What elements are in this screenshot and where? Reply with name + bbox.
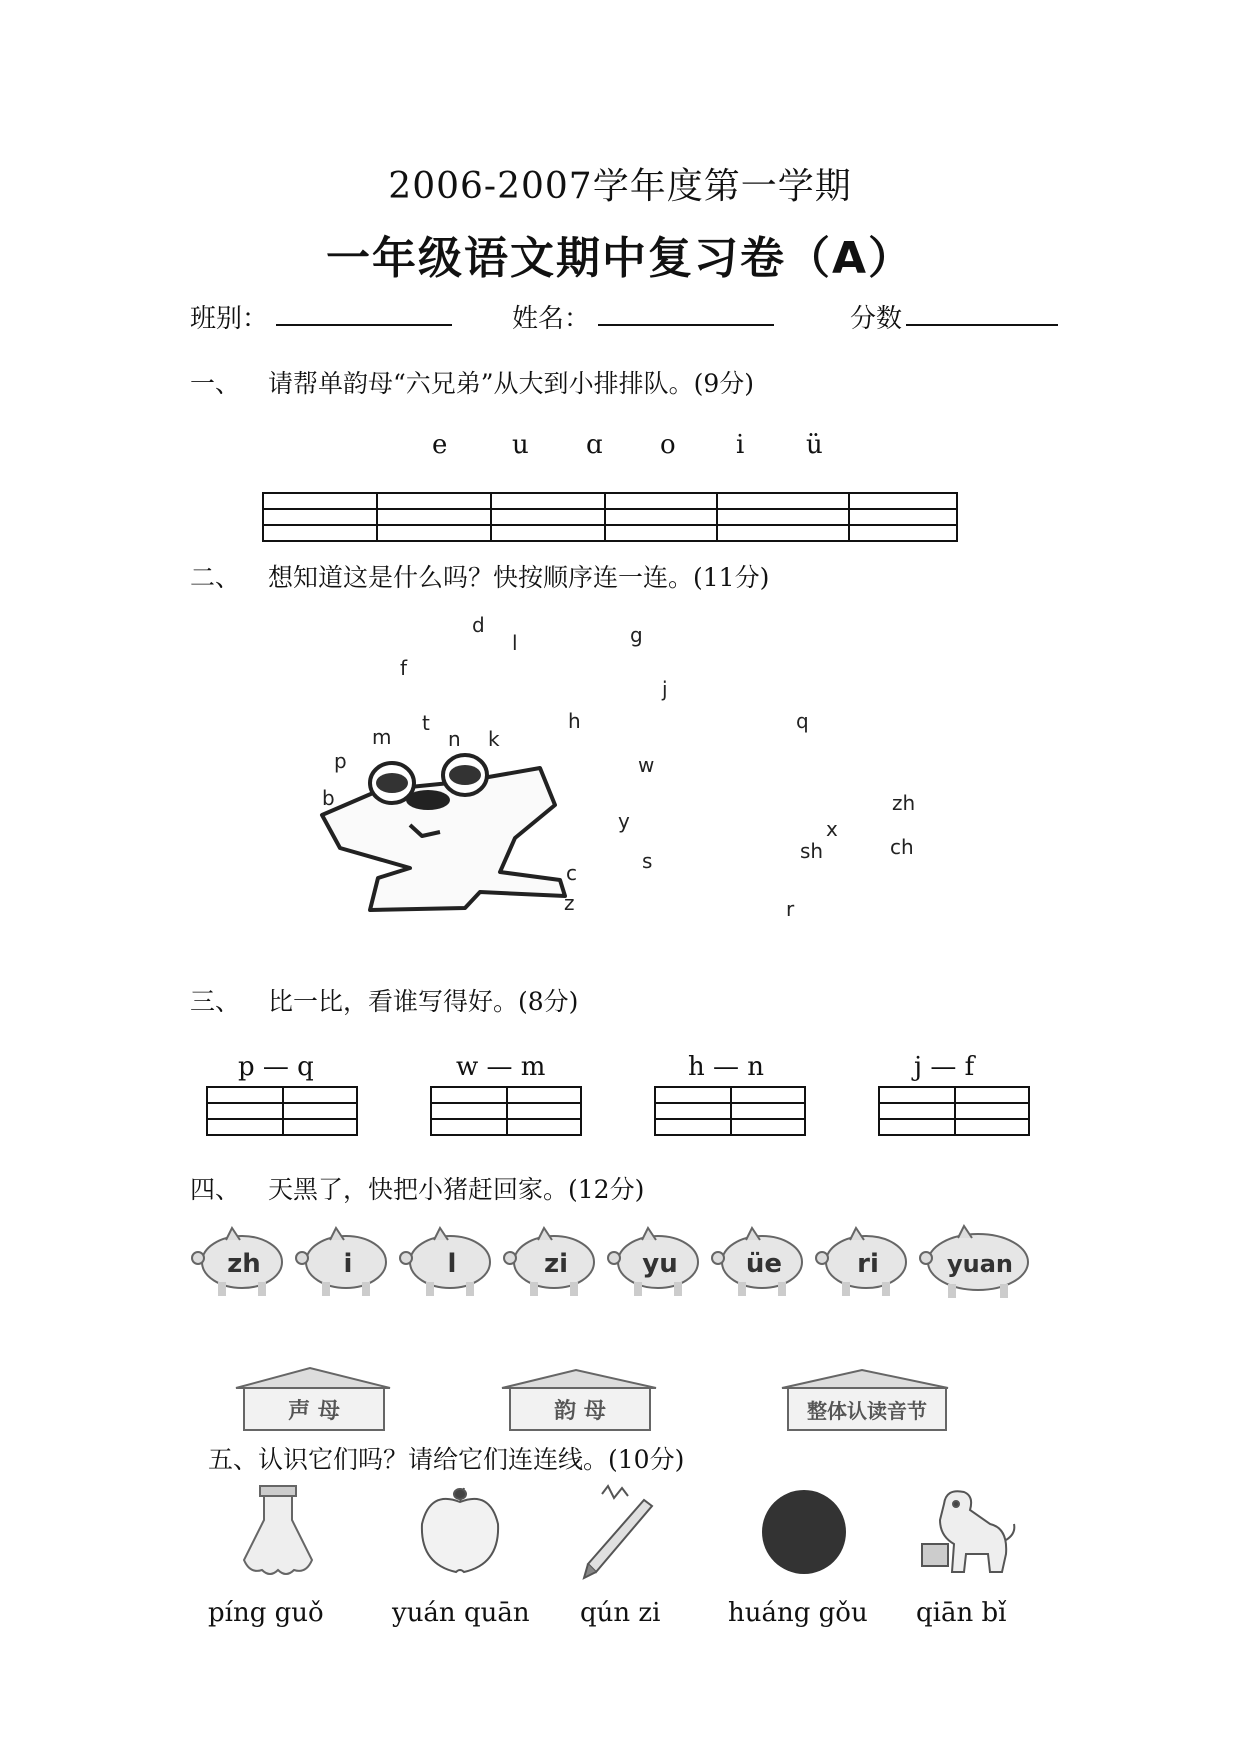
letter-pair: w — m	[456, 1052, 546, 1082]
letter-pair: h — n	[688, 1052, 765, 1082]
dot-label: m	[372, 725, 392, 749]
question-3-text: 比一比，看谁写得好。(8分)	[268, 987, 579, 1016]
pig-syllable: l	[447, 1249, 457, 1279]
pig-row	[190, 1218, 1050, 1318]
question-1-number: 一、	[190, 369, 241, 398]
letter-pair: p — q	[238, 1052, 314, 1082]
pig-syllable: üe	[745, 1249, 783, 1279]
pig-syllable: zh	[227, 1249, 261, 1279]
question-2-text: 想知道这是什么吗？快按顺序连一连。(11分)	[268, 563, 770, 592]
circle-picture[interactable]	[762, 1490, 846, 1574]
pig[interactable]	[192, 1228, 282, 1296]
writing-grid[interactable]	[878, 1086, 1030, 1136]
frog-nose	[406, 790, 450, 810]
dot-label: sh	[800, 839, 824, 863]
pig-syllable: zi	[543, 1249, 569, 1279]
dot-label: l	[512, 631, 518, 655]
score-label: 分数	[850, 304, 903, 334]
house-label: 韵 母	[554, 1399, 606, 1424]
question-5	[208, 1440, 684, 1476]
letter-pair: j — f	[914, 1052, 975, 1082]
frog-outline	[322, 768, 565, 910]
dot-label: s	[642, 849, 653, 873]
question-5-number: 五、	[208, 1445, 259, 1474]
dot-label: x	[826, 817, 838, 841]
dot-label: c	[566, 861, 577, 885]
question-2	[190, 558, 769, 594]
vowel-letter: e	[432, 430, 448, 460]
dot-label: j	[662, 677, 668, 701]
vowel-letter: o	[660, 430, 676, 460]
dot-label: d	[472, 613, 485, 637]
pinyin-word: yuán quān	[392, 1598, 530, 1628]
question-5-text: 认识它们吗？请给它们连连线。(10分)	[258, 1445, 685, 1474]
pinyin-word: qún zi	[580, 1598, 661, 1628]
dot-label: p	[334, 749, 347, 773]
pinyin-word: píng guǒ	[208, 1598, 324, 1628]
dot-label: q	[796, 709, 809, 733]
pig-syllable: i	[343, 1249, 353, 1279]
dot-label: zh	[892, 791, 916, 815]
pig[interactable]	[816, 1228, 906, 1296]
vowel-letter: i	[736, 430, 745, 460]
name-label: 姓名：	[512, 304, 591, 334]
question-3-number: 三、	[190, 987, 241, 1016]
pig[interactable]	[920, 1226, 1028, 1298]
name-field[interactable]	[598, 324, 774, 326]
question-2-number: 二、	[190, 563, 241, 592]
picture-row	[230, 1484, 1040, 1584]
dot-label: z	[564, 891, 575, 915]
question-4	[190, 1170, 644, 1206]
dot-label: ch	[890, 835, 914, 859]
pinyin-word: qiān bǐ	[916, 1598, 1007, 1628]
pig[interactable]	[400, 1228, 490, 1296]
question-4-number: 四、	[190, 1175, 241, 1204]
pig[interactable]	[712, 1228, 802, 1296]
apple-picture[interactable]	[422, 1488, 498, 1572]
house-initials[interactable]	[236, 1368, 390, 1430]
vowel-writing-grid[interactable]	[262, 492, 958, 542]
question-1-text: 请帮单韵母“六兄弟”从大到小排排队。(9分)	[268, 369, 754, 398]
house-finals[interactable]	[502, 1370, 656, 1430]
exam-title: 一年级语文期中复习卷（A）	[325, 233, 915, 284]
pig[interactable]	[296, 1228, 386, 1296]
pig[interactable]	[504, 1228, 594, 1296]
dot-label: f	[400, 656, 408, 680]
exam-subtitle: 2006-2007学年度第一学期	[388, 166, 852, 207]
dot-label: w	[638, 753, 655, 777]
class-field[interactable]	[276, 324, 452, 326]
dot-label: g	[630, 623, 643, 647]
writing-grid[interactable]	[654, 1086, 806, 1136]
class-label: 班别：	[190, 304, 269, 334]
dot-label: n	[448, 727, 461, 751]
pig[interactable]	[608, 1228, 698, 1296]
skirt-picture[interactable]	[244, 1486, 312, 1574]
connect-dots-picture	[300, 600, 980, 960]
frog-pupil-left	[376, 773, 408, 793]
pig-syllable: ri	[857, 1249, 879, 1279]
house-row	[230, 1366, 970, 1438]
house-label: 声 母	[288, 1399, 340, 1424]
dot-label: y	[618, 809, 630, 833]
pig-syllable: yu	[642, 1249, 678, 1279]
dot-label: k	[488, 727, 500, 751]
question-1	[190, 364, 754, 400]
house-whole-syllables[interactable]	[782, 1370, 948, 1430]
pinyin-word: huáng gǒu	[728, 1598, 868, 1628]
dot-label: r	[786, 897, 795, 921]
pig-syllable: yuan	[946, 1250, 1014, 1278]
dot-label: t	[422, 711, 430, 735]
frog-pupil-right	[449, 765, 481, 785]
dot-label: b	[322, 786, 335, 810]
writing-grid[interactable]	[430, 1086, 582, 1136]
question-3	[190, 982, 578, 1018]
dot-label: h	[568, 709, 581, 733]
vowel-letter: u	[512, 430, 529, 460]
house-label: 整体认读音节	[807, 1399, 927, 1423]
question-4-text: 天黑了，快把小猪赶回家。(12分)	[268, 1175, 645, 1204]
dog-picture[interactable]	[922, 1491, 1014, 1572]
vowel-letter: ü	[806, 430, 823, 460]
score-field[interactable]	[906, 324, 1058, 326]
pencil-picture[interactable]	[584, 1486, 652, 1578]
writing-grid[interactable]	[206, 1086, 358, 1136]
vowel-letter: ɑ	[586, 430, 603, 460]
